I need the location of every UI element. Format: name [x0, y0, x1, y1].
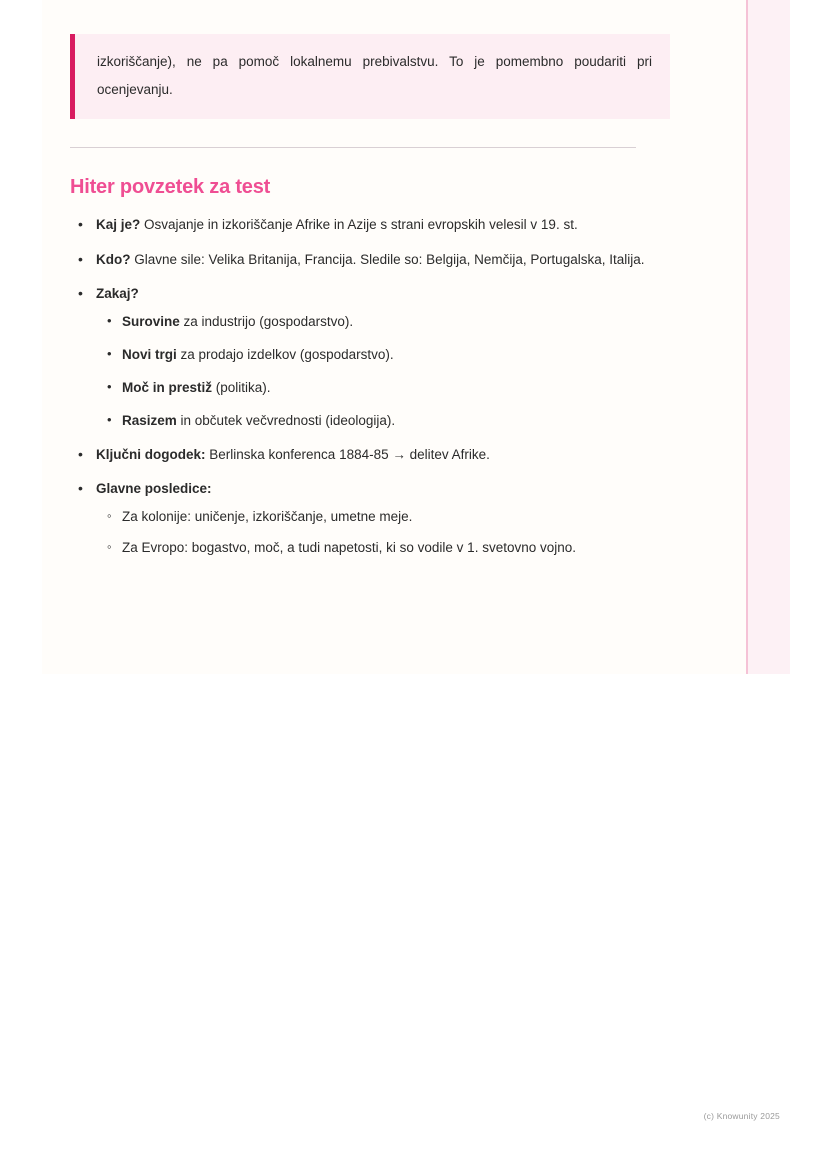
list-item-lead: Surovine [122, 314, 180, 329]
sublist-reasons [96, 311, 670, 433]
list-item [122, 410, 670, 433]
list-item-lead: Glavne posledice: [96, 480, 212, 496]
page-title: Hiter povzetek za test [70, 176, 271, 199]
list-item [122, 377, 670, 400]
list-item [94, 282, 670, 433]
list-item-text: in občutek večvrednosti (ideologija). [176, 412, 396, 428]
list-item-lead: Ključni dogodek: [96, 446, 206, 462]
list-item [94, 213, 670, 236]
section-divider [70, 147, 636, 148]
list-item-lead: Moč in prestiž [122, 379, 213, 395]
list-item-text: Za Evropo: bogastvo, moč, a tudi napetosti, ki so vodile v 1. svetovno vojno. [122, 540, 576, 556]
callout-block [70, 34, 670, 119]
list-item [94, 443, 670, 466]
sublist-consequences [96, 506, 670, 560]
document-page [42, 0, 790, 674]
list-item-text: Berlinska konferenca 1884-85 → delitev Afrike. [205, 446, 490, 462]
list-item [122, 506, 670, 529]
list-item-text: (politika). [212, 379, 271, 395]
summary-list [70, 213, 670, 560]
list-item [122, 311, 670, 334]
list-item-lead: Novi trgi [122, 346, 177, 362]
list-item [122, 537, 670, 560]
list-item-lead: Zakaj? [96, 285, 139, 301]
list-item [94, 248, 670, 271]
list-item-text: Osvajanje in izkoriščanje Afrike in Azije s strani evropskih velesil v 19. st. [140, 217, 578, 233]
list-item-text: Za kolonije: uničenje, izkoriščanje, umetne meje. [122, 509, 413, 525]
list-item-lead: Kdo? [96, 251, 131, 267]
list-item-text: za industrijo (gospodarstvo). [179, 314, 354, 329]
list-item-text: Glavne sile: Velika Britanija, Francija. Sledile so: Belgija, Nemčija, Portugalska, Italija. [130, 251, 645, 267]
copyright-footer: (c) Knowunity 2025 [703, 1111, 780, 1121]
page-side-rail [746, 0, 790, 674]
list-item-lead: Rasizem [122, 412, 177, 428]
list-item-text: za prodajo izdelkov (gospodarstvo). [176, 346, 394, 362]
callout-text: izkoriščanje), ne pa pomoč lokalnemu prebivalstvu. To je pomembno poudariti pri ocenjevanju. [97, 54, 652, 97]
list-item [122, 344, 670, 367]
document-content [70, 0, 670, 568]
list-item [94, 477, 670, 560]
list-item-lead: Kaj je? [96, 217, 141, 233]
